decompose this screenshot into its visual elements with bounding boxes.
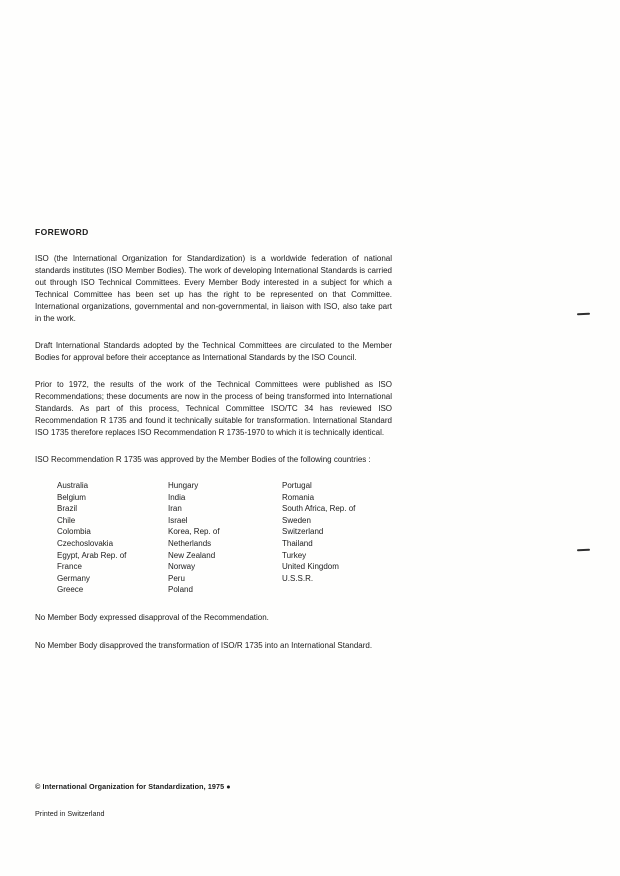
country: Korea, Rep. of xyxy=(168,527,220,537)
country: Switzerland xyxy=(282,527,324,537)
country: Iran xyxy=(168,504,182,514)
country: Portugal xyxy=(282,481,312,490)
country: New Zealand xyxy=(168,550,216,560)
country: U.S.S.R. xyxy=(282,573,314,583)
country: Romania xyxy=(282,492,315,502)
country-column-3 xyxy=(282,480,392,596)
country: Egypt, Arab Rep. of xyxy=(57,550,127,560)
country: France xyxy=(57,562,82,572)
country: Chile xyxy=(57,515,76,525)
country: Belgium xyxy=(57,492,86,502)
country: Thailand xyxy=(282,538,313,548)
country: Greece xyxy=(57,585,84,595)
margin-print-mark xyxy=(577,549,590,551)
country: India xyxy=(168,492,186,502)
country: Peru xyxy=(168,573,185,583)
printed-in-notice: Printed in Switzerland xyxy=(35,809,105,818)
country: Norway xyxy=(168,562,196,572)
page-title: FOREWORD xyxy=(35,227,89,237)
country: United Kingdom xyxy=(282,562,339,572)
paragraph-prior-1972: Prior to 1972, the results of the work of the Technical Committees were published as ISO Recommendations; these documents are now in the process of being transformed into International Standards. As part of this process, Technical Committee ISO/TC 34 has reviewed ISO Recommendation R 1735 and found it technically suitable for transformation. International Standard ISO 1735 therefore replaces ISO Recommendation R 1735-1970 to which it is technically identical. xyxy=(35,380,392,437)
country-column-2 xyxy=(168,480,282,596)
country: Poland xyxy=(168,585,193,595)
country: Hungary xyxy=(168,481,199,490)
country: Czechoslovakia xyxy=(57,538,114,548)
country: Colombia xyxy=(57,527,91,537)
paragraph-draft-standards: Draft International Standards adopted by the Technical Committees are circulated to the Member Bodies for approval before their acceptance as International Standards by the ISO Council. xyxy=(35,341,392,362)
paragraph-approval-intro: ISO Recommendation R 1735 was approved by the Member Bodies of the following countries : xyxy=(35,455,371,464)
paragraph-iso-intro: ISO (the International Organization for Standardization) is a worldwide federation of national standards institutes (ISO Member Bodies). The work of developing International Standards is carried out through ISO Technical Committees. Every Member Body interested in a subject for which a Technical Committee has been set up has the right to be represented on that Committee. International organizations, governmental and non-governmental, in liaison with ISO, also take part in the work. xyxy=(35,254,392,323)
country: Australia xyxy=(57,481,89,490)
country: Germany xyxy=(57,573,90,583)
country-column-1 xyxy=(57,480,168,596)
country: Turkey xyxy=(282,550,307,560)
country: Sweden xyxy=(282,515,311,525)
country: Netherlands xyxy=(168,538,212,548)
country-list xyxy=(35,480,392,596)
paragraph-no-disapproved-transformation: No Member Body disapproved the transformation of ISO/R 1735 into an International Standard. xyxy=(35,640,373,650)
copyright-notice: © International Organization for Standardization, 1975 ● xyxy=(35,782,231,791)
country: Brazil xyxy=(57,504,78,514)
country: South Africa, Rep. of xyxy=(282,504,356,514)
country: Israel xyxy=(168,515,188,525)
margin-print-mark xyxy=(577,313,590,315)
paragraph-no-disapproval: No Member Body expressed disapproval of the Recommendation. xyxy=(35,612,269,622)
foreword-section xyxy=(35,227,392,668)
